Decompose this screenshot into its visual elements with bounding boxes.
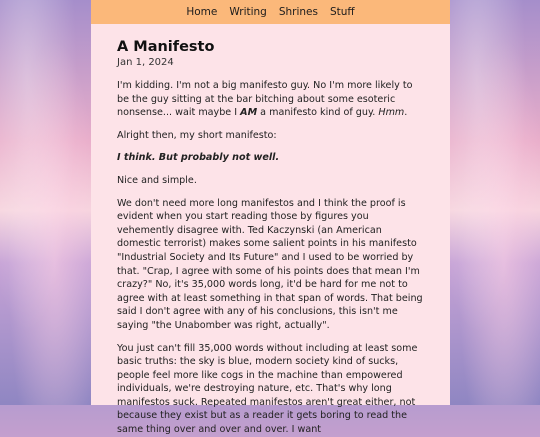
background-image-left xyxy=(0,0,91,405)
nav-link-writing[interactable]: Writing xyxy=(229,6,267,18)
manifesto-statement: I think. But probably not well. xyxy=(117,152,280,164)
paragraph-intro-emphasis: AM xyxy=(240,107,258,119)
background-image-right xyxy=(450,0,540,405)
paragraph-intro-text-c: a manifesto kind of guy. xyxy=(257,107,379,119)
paragraph-intro-hmm: Hmm xyxy=(378,107,405,119)
page-column xyxy=(91,0,450,436)
post-article xyxy=(91,24,450,437)
top-nav xyxy=(91,0,450,24)
nav-link-stuff[interactable]: Stuff xyxy=(329,6,355,18)
paragraph-long-manifestos: We don't need more long manifestos and I think the proof is evident when you start reading those by figures you vehemently disagree with. Ted Kaczynski (an American domestic terrorist) makes some salient points in his manifesto "Industrial Society and Its Future" and I used to be worried by that. "Crap, I agree with some of his points does that mean I'm crazy?" No, it's 35,000 words long, it'd be hard for me not to agree with at least something in that span of words. That being said I don't agree with any of his conclusions, this isn't me saying "the Unabomber was right, actually". xyxy=(117,197,423,331)
paragraph-alright: Alright then, my short manifesto: xyxy=(117,129,277,141)
paragraph-intro xyxy=(117,79,424,120)
nav-link-shrines[interactable]: Shrines xyxy=(278,6,318,18)
paragraph-basic-truths: You just can't fill 35,000 words without including at least some basic truths: the sky is blue, modern society kind of sucks, people feel more like cogs in the machine than empowered individuals, we're destroying nature, etc. That's why long manifestos suck. Repeated manifestos aren't great either, not because they exist but as a reader it gets boring to read the same thing over and over and over. I want xyxy=(117,342,418,436)
post-date: Jan 1, 2024 xyxy=(117,57,174,68)
paragraph-nice: Nice and simple. xyxy=(117,174,197,186)
post-title: A Manifesto xyxy=(117,39,215,55)
paragraph-intro-text-e: . xyxy=(404,107,408,119)
paragraph-intro-text-a: I'm kidding. I'm not a big manifesto guy. No I'm more likely to be the guy sitting at the bar bitching about some esoteric nonsense... wait maybe I xyxy=(117,80,413,119)
nav-link-home[interactable]: Home xyxy=(186,6,218,18)
